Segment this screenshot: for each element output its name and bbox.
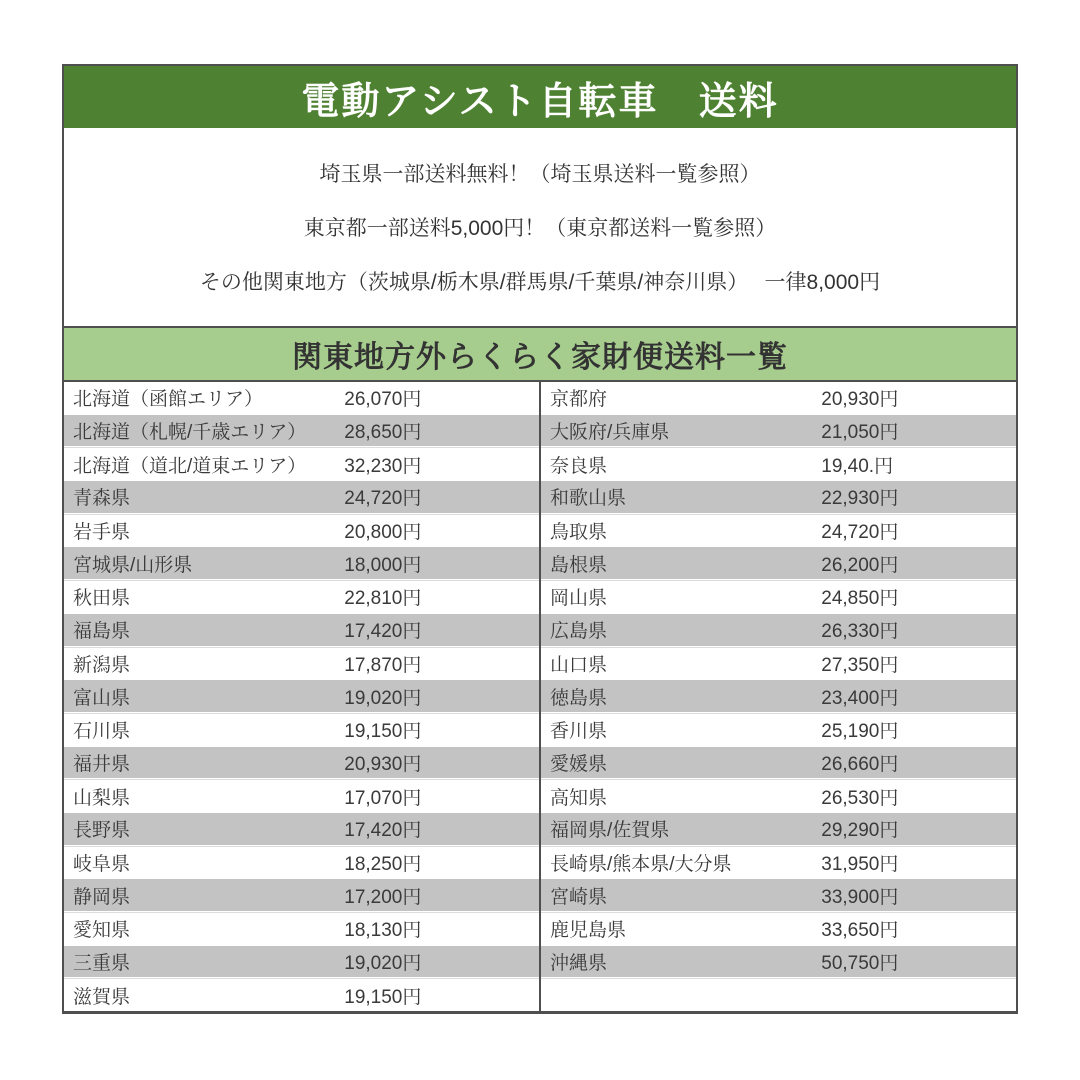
region-cell: 福岡県/佐賀県 (550, 820, 670, 842)
region-cell: 石川県 (73, 721, 131, 743)
price-cell: 19,40.円 (821, 455, 894, 477)
region-cell: 徳島県 (550, 687, 608, 709)
price-cell: 20,800円 (344, 522, 422, 544)
region-cell: 島根県 (550, 554, 608, 576)
table-row (64, 546, 539, 580)
price-cell: 19,020円 (344, 687, 422, 709)
table-row (541, 414, 1016, 448)
region-cell: 高知県 (550, 787, 608, 809)
price-cell: 28,650円 (344, 422, 422, 444)
table-row (64, 414, 539, 448)
price-cell: 20,930円 (344, 753, 422, 775)
region-cell: 和歌山県 (550, 488, 627, 510)
region-cell: 京都府 (550, 389, 608, 411)
price-cell: 31,950円 (821, 853, 899, 875)
price-cell: 18,130円 (344, 920, 422, 942)
price-cell: 18,000円 (344, 554, 422, 576)
table-row (541, 846, 1016, 879)
table-row (64, 978, 539, 1011)
table-row (64, 647, 539, 680)
region-cell: 広島県 (550, 621, 608, 643)
table-row (64, 812, 539, 846)
shipping-notes (64, 128, 1016, 326)
price-cell: 29,290円 (821, 820, 899, 842)
shipping-info-panel (62, 64, 1018, 1014)
region-cell: 長崎県/熊本県/大分県 (550, 853, 732, 875)
region-cell: 愛知県 (73, 920, 131, 942)
price-cell: 17,420円 (344, 621, 422, 643)
price-cell: 33,900円 (821, 886, 899, 908)
note-tokyo: 東京都一部送料5,000円！（東京都送料一覧参照） (303, 217, 777, 240)
table-row (541, 945, 1016, 979)
table-row (64, 480, 539, 514)
price-cell: 18,250円 (344, 853, 422, 875)
price-cell: 26,070円 (344, 389, 422, 411)
table-row (541, 514, 1016, 547)
table-row (64, 945, 539, 979)
table-row (541, 878, 1016, 912)
region-cell: 岡山県 (550, 588, 608, 610)
table-row (541, 480, 1016, 514)
region-cell: 新潟県 (73, 654, 131, 676)
price-cell: 19,020円 (344, 953, 422, 975)
price-cell: 25,190円 (821, 721, 899, 743)
table-row (541, 713, 1016, 746)
table-row (541, 779, 1016, 812)
price-cell: 21,050円 (821, 422, 899, 444)
price-cell: 26,200円 (821, 554, 899, 576)
price-cell: 23,400円 (821, 687, 899, 709)
table-row (541, 447, 1016, 480)
region-cell: 長野県 (73, 820, 131, 842)
table-row (64, 514, 539, 547)
region-cell: 奈良県 (550, 455, 608, 477)
region-cell: 福島県 (73, 621, 131, 643)
region-cell: 青森県 (73, 488, 131, 510)
table-row (64, 580, 539, 613)
region-cell: 岩手県 (73, 522, 131, 544)
price-cell: 22,810円 (344, 588, 422, 610)
table-column-left (64, 382, 541, 1011)
price-cell: 22,930円 (821, 488, 899, 510)
price-cell: 26,660円 (821, 753, 899, 775)
region-cell: 山梨県 (73, 787, 131, 809)
table-title: 関東地方外らくらく家財便送料一覧 (64, 326, 1016, 382)
region-cell: 北海道（函館エリア） (73, 389, 264, 411)
region-cell: 愛媛県 (550, 753, 608, 775)
price-cell: 17,870円 (344, 654, 422, 676)
table-row (64, 912, 539, 945)
region-cell: 鹿児島県 (550, 920, 627, 942)
table-row (64, 878, 539, 912)
region-cell: 富山県 (73, 687, 131, 709)
table-row (64, 746, 539, 780)
table-row (64, 447, 539, 480)
table-row (541, 679, 1016, 713)
price-cell: 26,530円 (821, 787, 899, 809)
region-cell: 宮崎県 (550, 886, 608, 908)
table-row (541, 613, 1016, 647)
price-cell: 17,070円 (344, 787, 422, 809)
price-cell: 27,350円 (821, 654, 899, 676)
table-row (64, 713, 539, 746)
region-cell: 山口県 (550, 654, 608, 676)
table-row (64, 613, 539, 647)
price-cell: 19,150円 (344, 721, 422, 743)
shipping-fee-table (64, 382, 1016, 1011)
region-cell: 静岡県 (73, 886, 131, 908)
table-row (541, 546, 1016, 580)
region-cell: 沖縄県 (550, 953, 608, 975)
note-saitama: 埼玉県一部送料無料！（埼玉県送料一覧参照） (319, 163, 761, 186)
price-cell: 33,650円 (821, 920, 899, 942)
table-row (541, 647, 1016, 680)
region-cell: 三重県 (73, 953, 131, 975)
price-cell: 32,230円 (344, 455, 422, 477)
price-cell: 24,720円 (821, 522, 899, 544)
note-other-kanto: その他関東地方（茨城県/栃木県/群馬県/千葉県/神奈川県） 一律8,000円 (199, 271, 881, 294)
table-row (541, 812, 1016, 846)
table-row (64, 679, 539, 713)
price-cell: 26,330円 (821, 621, 899, 643)
price-cell: 17,420円 (344, 820, 422, 842)
region-cell: 北海道（道北/道東エリア） (73, 455, 307, 477)
table-row (541, 382, 1016, 414)
region-cell: 鳥取県 (550, 522, 608, 544)
table-column-right (541, 382, 1016, 1011)
price-cell: 19,150円 (344, 986, 422, 1008)
price-cell: 50,750円 (821, 953, 899, 975)
table-row (541, 580, 1016, 613)
table-row (541, 912, 1016, 945)
region-cell: 秋田県 (73, 588, 131, 610)
region-cell: 香川県 (550, 721, 608, 743)
table-row (64, 779, 539, 812)
region-cell: 滋賀県 (73, 986, 131, 1008)
region-cell: 岐阜県 (73, 853, 131, 875)
table-row (541, 746, 1016, 780)
region-cell: 福井県 (73, 753, 131, 775)
table-row (64, 382, 539, 414)
price-cell: 24,850円 (821, 588, 899, 610)
region-cell: 大阪府/兵庫県 (550, 422, 670, 444)
price-cell: 20,930円 (821, 389, 899, 411)
region-cell: 宮城県/山形県 (73, 554, 193, 576)
table-row (64, 846, 539, 879)
price-cell: 24,720円 (344, 488, 422, 510)
table-row (541, 978, 1016, 1011)
page-title: 電動アシスト自転車 送料 (64, 66, 1016, 128)
region-cell: 北海道（札幌/千歳エリア） (73, 422, 307, 444)
price-cell: 17,200円 (344, 886, 422, 908)
